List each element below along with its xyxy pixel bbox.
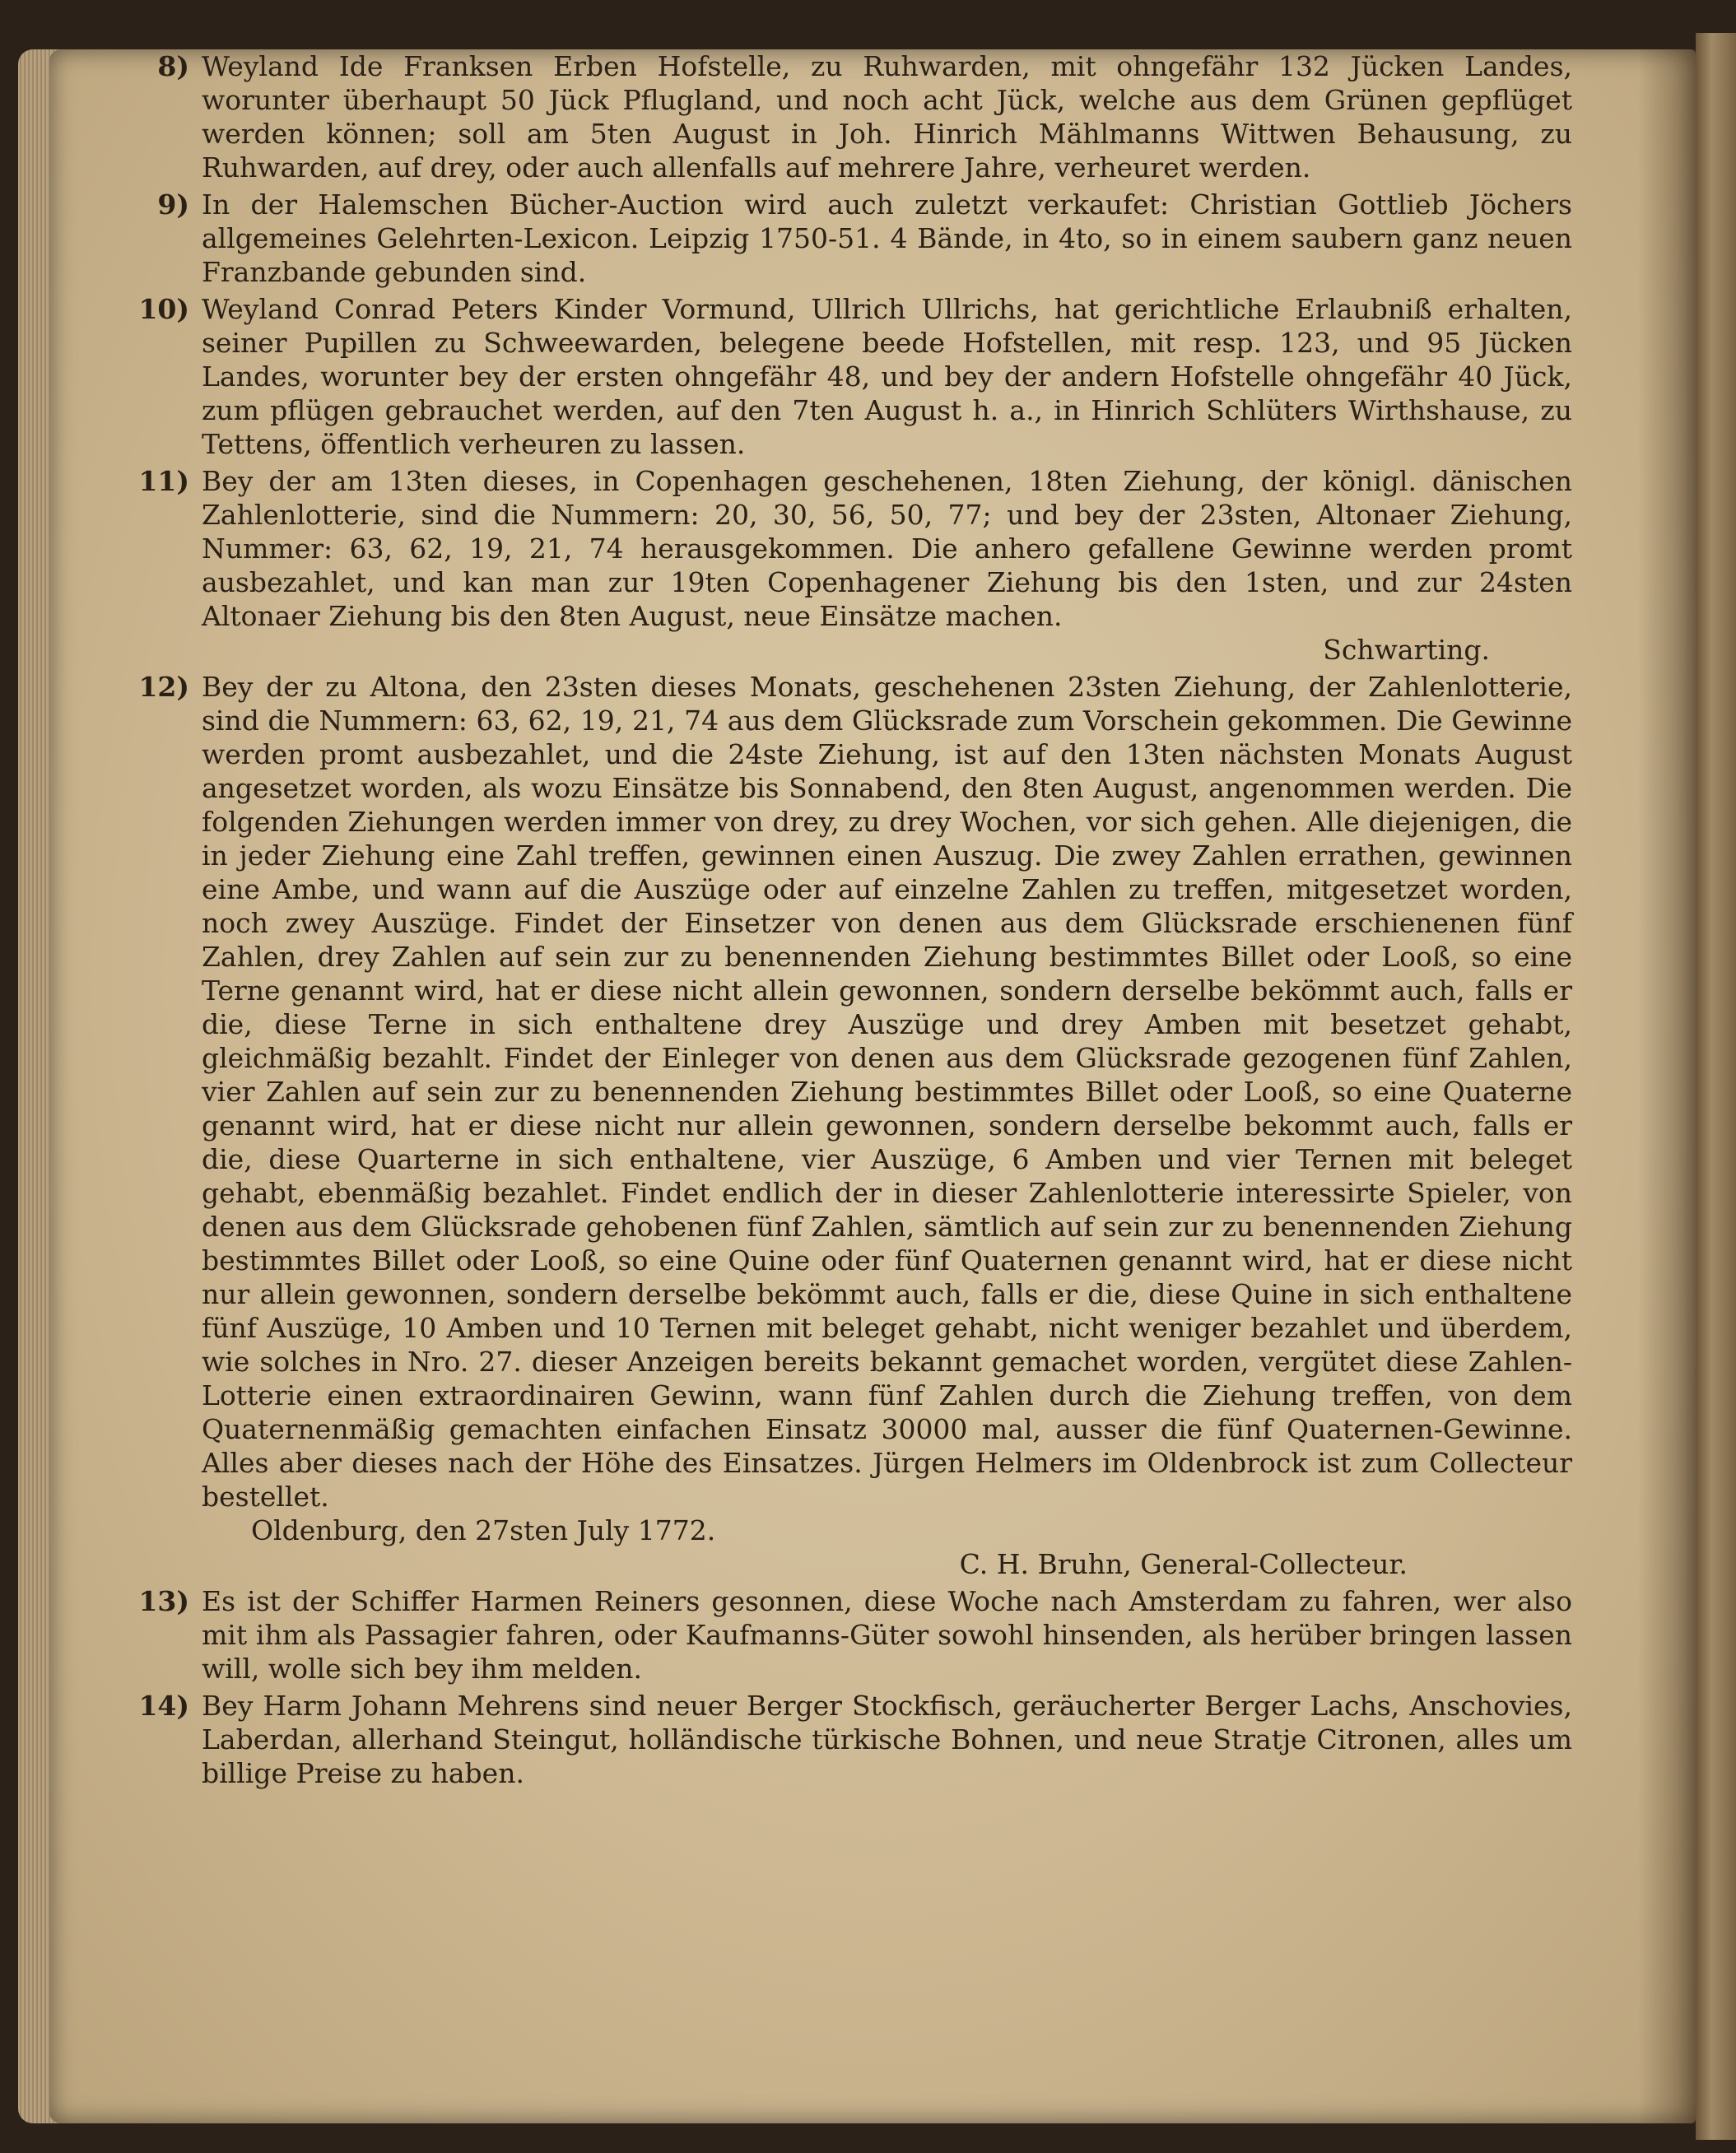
entry-11 [107,464,1572,667]
entry-text: Bey Harm Johann Mehrens sind neuer Berger Stockfisch, geräucherter Berger Lachs, Anschovies, Laberdan, allerhand Steingut, holländische türkische Bohnen, und neue Stratje Citronen, alles um billige Preise zu haben. [202,1690,1572,1789]
dateline: Oldenburg, den 27sten July 1772. [251,1514,716,1546]
entry-text: Bey der am 13ten dieses, in Copenhagen geschehenen, 18ten Ziehung, der königl. dänischen Zahlenlotterie, sind die Nummern: 20, 30, 56, 50, 77; und bey der 23sten, Altonaer Ziehung, Nummer: 63, 62, 19, 21, 74 herausgekommen. Die anhero gefallene Gewinne werden promt ausbezahlet, und kan man zur 19ten Copenhagener Ziehung bis den 1sten, und zur 24sten Altonaer Ziehung bis den 8ten August, neue Einsätze machen. [202,465,1572,632]
entry-number: 14) [138,1690,189,1722]
gutter-shadow [1638,49,1696,2123]
entry-8 [107,49,1572,184]
entry-number: 9) [157,188,189,221]
entry-13 [107,1584,1572,1686]
entry-number: 8) [157,50,189,82]
entry-14 [107,1689,1572,1790]
entry-number: 13) [138,1585,189,1617]
entry-number: 12) [138,671,189,703]
entry-number: 11) [138,465,189,497]
page-text [107,49,1572,1793]
entry-text: Weyland Ide Franksen Erben Hofstelle, zu Ruhwarden, mit ohngefähr 132 Jücken Landes, worunter überhaupt 50 Jück Pflugland, und noch acht Jück, welche aus dem Grünen gepflüget werden können; soll am 5ten August in Joh. Hinrich Mählmanns Wittwen Behausung, zu Ruhwarden, auf drey, oder auch allenfalls auf mehrere Jahre, verheuret werden. [202,50,1572,184]
entry-text: In der Halemschen Bücher-Auction wird auch zuletzt verkaufet: Christian Gottlieb Jöchers allgemeines Gelehrten-Lexicon. Leipzig 1750-51. 4 Bände, in 4to, so in einem saubern ganz neuen Franzbande gebunden sind. [202,188,1572,288]
entry-text: Bey der zu Altona, den 23sten dieses Monats, geschehenen 23sten Ziehung, der Zahlenlotterie, sind die Nummern: 63, 62, 19, 21, 74 aus dem Glücksrade zum Vorschein gekommen. Die Gewinne werden promt ausbezahlet, und die 24ste Ziehung, ist auf den 13ten nächsten Monats August angesetzet worden, als wozu Einsätze bis Sonnabend, den 8ten August, angenommen werden. Die folgenden Ziehungen werden immer von drey, zu drey Wochen, vor sich gehen. Alle diejenigen, die in jeder Ziehung eine Zahl treffen, gewinnen einen Auszug. Die zwey Zahlen errathen, gewinnen eine Ambe, und wann auf die Auszüge oder auf einzelne Zahlen zu treffen, mitgesetzet worden, noch zwey Auszüge. Findet der Einsetzer von denen aus dem Glücksrade erschienenen fünf Zahlen, drey Zahlen auf sein zur zu benennenden Ziehung bestimmtes Billet oder Looß, so eine Terne genannt wird, hat er diese nicht allein gewonnen, sondern derselbe bekömmt auch, falls er die, diese Terne in sich enthaltene drey Auszüge und drey Amben mit besetzet gehabt, gleichmäßig bezahlt. Findet der Einleger von denen aus dem Glücksrade gezogenen fünf Zahlen, vier Zahlen auf sein zur zu benennenden Ziehung bestimmtes Billet oder Looß, so eine Quaterne genannt wird, hat er diese nicht nur allein gewonnen, sondern derselbe bekommt auch, falls er die, diese Quarterne in sich enthaltene, vier Auszüge, 6 Amben und vier Ternen mit beleget gehabt, ebenmäßig bezahlet. Findet endlich der in dieser Zahlenlotterie interessirte Spieler, von denen aus dem Glücksrade gehobenen fünf Zahlen, sämtlich auf sein zur zu benennenden Ziehung bestimmtes Billet oder Looß, so eine Quine oder fünf Quaternen genannt wird, hat er diese nicht nur allein gewonnen, sondern derselbe bekömmt auch, falls er die, diese Quine in sich enthaltene fünf Auszüge, 10 Amben und 10 Ternen mit beleget gehabt, nicht weniger bezahlet und überdem, wie solches in Nro. 27. dieser Anzeigen bereits bekannt gemachet worden, vergütet diese Zahlen-Lotterie einen extraordinairen Gewinn, wann fünf Zahlen durch die Ziehung treffen, von dem Quaternenmäßig gemachten einfachen Einsatz 30000 mal, ausser die fünf Quaternen-Gewinne. Alles aber dieses nach der Höhe des Einsatzes. Jürgen Helmers im Oldenbrock ist zum Collecteur bestellet. [202,671,1572,1513]
entry-text: Es ist der Schiffer Harmen Reiners gesonnen, diese Woche nach Amsterdam zu fahren, wer also mit ihm als Passagier fahren, oder Kaufmanns-Güter sowohl hinsenden, als herüber bringen lassen will, wolle sich bey ihm melden. [202,1585,1572,1685]
entry-number: 10) [138,293,189,325]
entry-12 [107,670,1572,1581]
signature: C. H. Bruhn, General-Collecteur. [959,1548,1408,1580]
entry-10 [107,292,1572,461]
signature: Schwarting. [1323,634,1490,666]
entry-text: Weyland Conrad Peters Kinder Vormund, Ullrich Ullrichs, hat gerichtliche Erlaubniß erhalten, seiner Pupillen zu Schweewarden, belegene beede Hofstellen, mit resp. 123, und 95 Jücken Landes, worunter bey der ersten ohngefähr 48, und bey der andern Hofstelle ohngefähr 40 Jück, zum pflügen gebrauchet werden, auf den 7ten August h. a., in Hinrich Schlüters Wirthshause, zu Tettens, öffentlich verheuren zu lassen. [202,293,1572,460]
entry-9 [107,188,1572,289]
facing-page-edge [1696,33,1736,2140]
